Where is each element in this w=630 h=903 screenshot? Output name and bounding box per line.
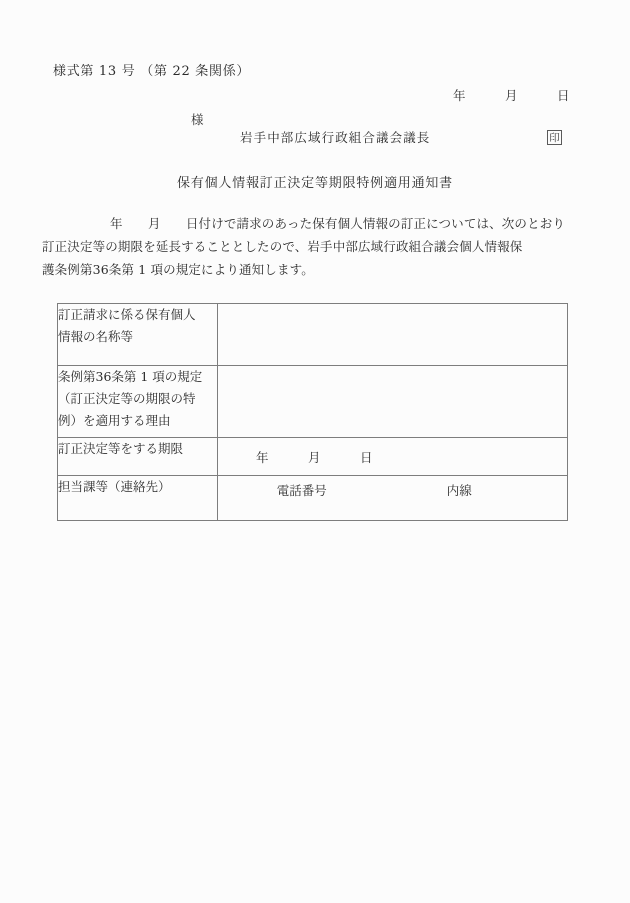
issuer-row <box>240 128 570 146</box>
label-line: 情報の名称等 <box>58 329 134 344</box>
phone-label: 電話番号 <box>276 483 327 498</box>
body-line: 護条例第36条第 1 項の規定により通知します。 <box>42 262 314 277</box>
table-row-value[interactable] <box>218 304 568 366</box>
seal-icon: 印 <box>547 130 562 145</box>
table-row-value[interactable] <box>218 366 568 438</box>
issuer-name: 岩手中部広域行政組合議会議長 <box>240 130 431 145</box>
label-line: 条例第36条第 1 項の規定 <box>58 369 203 384</box>
body-line: 年 月 日付けで請求のあった保有個人情報の訂正については、次のとおり <box>110 216 566 231</box>
issue-date-line: 年 月 日 <box>452 88 570 103</box>
label-line: 訂正決定等をする期限 <box>58 441 184 456</box>
table-row-label <box>58 304 218 366</box>
body-paragraph <box>42 212 572 281</box>
table-row-value[interactable] <box>218 476 568 521</box>
label-line: 担当課等（連絡先） <box>58 479 171 494</box>
table-row <box>58 366 568 438</box>
table-row-label <box>58 366 218 438</box>
table-row <box>58 304 568 366</box>
notification-table <box>57 303 568 521</box>
label-line: （訂正決定等の期限の特 <box>58 391 196 406</box>
table-row-label <box>58 438 218 476</box>
table-row <box>58 476 568 521</box>
contact-value <box>229 466 472 514</box>
addressee-suffix: 様 <box>191 112 204 127</box>
label-line: 訂正請求に係る保有個人 <box>58 307 196 322</box>
deadline-date-value: 年 月 日 <box>256 450 374 465</box>
table-row-label <box>58 476 218 521</box>
form-number: 様式第 13 号 （第 22 条関係） <box>53 64 251 79</box>
body-line: 訂正決定等の期限を延長することとしたので、岩手中部広域行政組合議会個人情報保 <box>42 239 523 254</box>
page-title: 保有個人情報訂正決定等期限特例適用通知書 <box>176 176 453 191</box>
extension-label: 内線 <box>446 483 472 498</box>
label-line: 例）を適用する理由 <box>58 413 171 428</box>
